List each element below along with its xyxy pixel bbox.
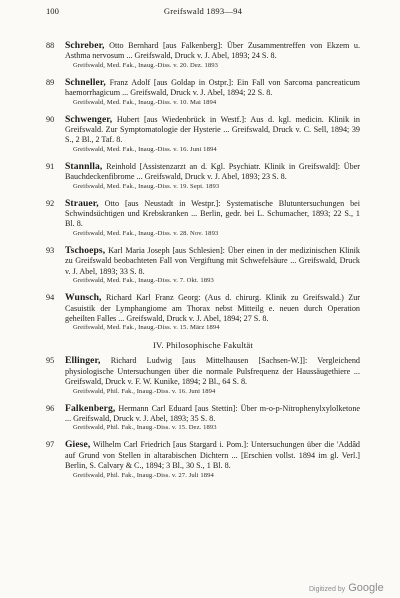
entry-dissertation-note: Greifswald, Med. Fak., Inaug.-Diss. v. 19. Sept. 1893 bbox=[73, 182, 220, 190]
entry-number: 91 bbox=[46, 161, 55, 171]
entry-author: Tschoeps, bbox=[65, 244, 106, 256]
entry-author: Wunsch, bbox=[65, 292, 102, 304]
entry-title: Karl Maria Joseph [aus Schlesien]: Über einen in der medizinischen Klinik zu Greifswald beobachteten Fall von Vergiftung mit Schwefelsäure ... Greifswald, Druck v. J. Abel, 1893; 33 S. 8. bbox=[65, 245, 360, 276]
entry-number: 88 bbox=[46, 41, 55, 50]
entry-dissertation-note: Greifswald, Med. Fak., Inaug.-Diss. v. 20. Dez. 1893 bbox=[73, 61, 219, 69]
entry-list-medical bbox=[46, 41, 360, 332]
entry-dissertation-note: Greifswald, Med. Fak., Inaug.-Diss. v. 16. Juni 1894 bbox=[73, 145, 217, 153]
entry-text bbox=[65, 440, 360, 471]
entry-dissertation-note: Greifswald, Med. Fak., Inaug.-Diss. v. 28. Nov. 1893 bbox=[73, 229, 219, 237]
entry-text bbox=[65, 293, 360, 324]
entry-author: Strauer, bbox=[65, 197, 99, 209]
entry-number: 92 bbox=[46, 198, 55, 208]
entry-dissertation-note: Greifswald, Phil. Fak., Inaug.-Diss. v. 15. Dez. 1893 bbox=[73, 424, 217, 432]
entry-number: 95 bbox=[46, 356, 55, 366]
entry-text bbox=[65, 162, 360, 183]
entry-list-philosophy bbox=[46, 356, 360, 479]
bibliography-entry bbox=[46, 162, 360, 191]
entry-title: Hubert [aus Wiedenbrück in Westf.]: Aus d. kgl. medicin. Klinik in Greifswald. Zur Symptomatologie der Hysterie ... Greifswald, Druck v. C. Sell, 1894; 39 S., 2 Bl., 2 Taf. 8. bbox=[65, 114, 360, 145]
entry-author: Stannlla, bbox=[65, 160, 103, 172]
entry-number: 96 bbox=[46, 403, 55, 413]
entry-title: Reinhold [Assistenzarzt an d. Kgl. Psychiatr. Klinik in Greifswald]: Über Bauchdeckenfibrome ... Greifswald, Druck v. J. Abel, 1893; 23 S. 8. bbox=[65, 161, 360, 182]
watermark-brand: Google bbox=[348, 582, 384, 594]
entry-title: Otto [aus Neustadt in Westpr.]: Systematische Blutuntersuchungen bei Schwindsüchtigen und Krebskranken ... Berlin, gedr. bei L. Schumacher, 1893; 22 S., 1 Bl. 8. bbox=[65, 198, 360, 229]
bibliography-entry bbox=[46, 293, 360, 332]
bibliography-entry bbox=[46, 404, 360, 433]
entry-title: Hermann Carl Eduard [aus Stettin]: Über m-o-p-Nitrophenylxylolketone ... Greifswald, Druck v. J. Abel, 1893; 35 S. 8. bbox=[65, 403, 360, 423]
entry-title: Wilhelm Carl Friedrich [aus Stargard i. Pom.]: Untersuchungen über die 'Addâd auf Grund von Stellen in altarabischen Dichtern ... [Erschien vollst. 1894 im gl. Verl.] Berlin, S. Calvary & C., 1894; 3 Bl., 30 S., 1 Bl. 8. bbox=[65, 440, 360, 471]
bibliography-body bbox=[46, 41, 360, 488]
entry-dissertation-note: Greifswald, Phil. Fak., Inaug.-Diss. v. 16. Juni 1894 bbox=[73, 387, 216, 395]
entry-number: 90 bbox=[46, 114, 55, 124]
bibliography-entry bbox=[46, 115, 360, 154]
entry-number: 94 bbox=[46, 293, 55, 303]
entry-dissertation-note: Greifswald, Phil. Fak., Inaug.-Diss. v. 27. Juli 1894 bbox=[73, 471, 214, 479]
entry-text bbox=[65, 246, 360, 277]
watermark-prefix: Digitized by bbox=[309, 586, 346, 593]
entry-text bbox=[65, 41, 360, 62]
entry-text bbox=[65, 356, 360, 387]
entry-text bbox=[65, 199, 360, 230]
entry-text bbox=[65, 115, 360, 146]
entry-author: Schneller, bbox=[65, 76, 106, 88]
entry-number: 89 bbox=[46, 77, 55, 87]
entry-author: Giese, bbox=[65, 439, 91, 451]
entry-author: Schwenger, bbox=[65, 113, 113, 125]
entry-text bbox=[65, 78, 360, 99]
entry-title: Richard Ludwig [aus Mittelhausen [Sachsen-W.]]: Vergleichend physiologische Untersuchungen über die normale Pulsfrequenz der Haussäugethiere ... Greifswald, Druck v. F. W. Kunike, 1894; 2 Bl., 64 S. 8. bbox=[65, 356, 360, 387]
running-head: Greifswald 1893—94 bbox=[163, 6, 243, 16]
entry-dissertation-note: Greifswald, Med. Fak., Inaug.-Diss. v. 7. Okt. 1893 bbox=[73, 277, 214, 285]
entry-text bbox=[65, 404, 360, 425]
entry-title: Franz Adolf [aus Goldap in Ostpr.]: Ein Fall von Sarcoma pancreaticum haemorrhagicum ... Greifswald, Druck v. J. Abel, 1894; 22 S. 8. bbox=[65, 77, 360, 98]
page-header bbox=[46, 6, 360, 20]
bibliography-entry bbox=[46, 356, 360, 395]
entry-author: Schreber, bbox=[65, 40, 105, 51]
bibliography-entry bbox=[46, 199, 360, 238]
digitized-watermark bbox=[309, 582, 384, 594]
bibliography-entry bbox=[46, 246, 360, 285]
entry-author: Ellinger, bbox=[65, 355, 101, 367]
entry-number: 93 bbox=[46, 245, 55, 255]
entry-author: Falkenberg, bbox=[65, 402, 116, 414]
bibliography-entry bbox=[46, 78, 360, 107]
page-number: 100 bbox=[46, 6, 59, 16]
bibliography-entry bbox=[46, 41, 360, 70]
entry-title: Otto Bernhard [aus Falkenberg]: Über Zusammentreffen von Ekzem u. Asthma nervosum ... Greifswald, Druck v. J. Abel, 1893; 24 S. 8. bbox=[65, 41, 360, 61]
bibliography-entry bbox=[46, 440, 360, 479]
section-heading: IV. Philosophische Fakultät bbox=[152, 340, 253, 351]
entry-dissertation-note: Greifswald, Med. Fak., Inaug.-Diss. v. 10. Mai 1894 bbox=[73, 98, 217, 106]
entry-dissertation-note: Greifswald, Med. Fak., Inaug.-Diss. v. 15. März 1894 bbox=[73, 324, 220, 332]
entry-title: Richard Karl Franz Georg: (Aus d. chirurg. Klinik zu Greifswald.) Zur Casuistik der Lymphangiome am Thorax nebst Mitteilg e. neuen durch Operation geheilten Falles ... Greifswald, Druck v. J. Abel, 1894; 27 S. 8. bbox=[65, 293, 360, 323]
entry-number: 97 bbox=[46, 440, 55, 450]
